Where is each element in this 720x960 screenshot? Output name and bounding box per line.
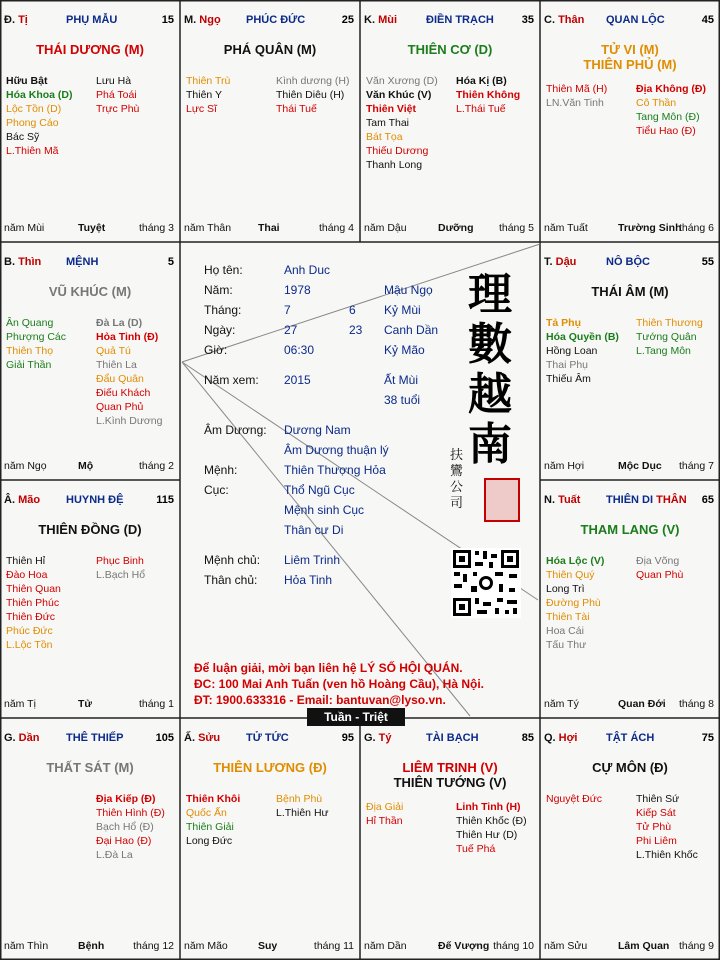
view-year-value: 2015 [284, 373, 311, 387]
minor-star: Thiên Khốc (Đ) [456, 815, 527, 827]
view-year-label: Năm xem: [204, 373, 259, 387]
palace-month: tháng 5 [498, 222, 534, 234]
palace-name: MỆNH [66, 256, 99, 268]
month-lunar: 6 [349, 303, 356, 317]
minor-star: Hoa Cái [546, 625, 584, 637]
minor-star: L.Tang Môn [636, 345, 691, 357]
minor-star: Lộc Tồn (D) [6, 103, 62, 115]
palace-footer [184, 940, 354, 954]
palace-cell-dau[interactable] [540, 242, 720, 480]
palace-month: tháng 12 [133, 940, 174, 952]
minor-star: Long Đức [186, 835, 233, 847]
minor-star: Thiên Diêu (H) [276, 89, 345, 101]
calligraphy-logo [468, 270, 512, 470]
palace-stage: Suy [258, 940, 278, 952]
contact-address: ĐC: 100 Mai Anh Tuấn (ven hồ Hoàng Cầu), Hà Nội. [194, 677, 485, 691]
palace-stage: Quan Đới [618, 698, 666, 710]
palace-footer [184, 222, 354, 236]
minor-star: Địa Võng [636, 555, 680, 567]
calligraphy-char: 南 [468, 419, 512, 470]
menh-value: Thiên Thượng Hỏa [284, 463, 386, 477]
name-label: Họ tên: [204, 263, 243, 277]
thanchu-value: Hỏa Tinh [284, 573, 333, 587]
palace-year: năm Mùi [4, 222, 45, 234]
palace-age: 45 [701, 14, 714, 26]
minor-star: Phi Liêm [636, 835, 677, 847]
main-star: THIÊN LƯƠNG (Đ) [213, 760, 327, 775]
palace-cell-mao[interactable] [0, 480, 180, 718]
palace-name: QUAN LỘC [606, 14, 665, 26]
minor-star: Thiên Hình (Đ) [96, 807, 165, 819]
palace-stage: Trường Sinh [618, 222, 682, 234]
palace-year: năm Ngọ [4, 460, 47, 472]
palace-name: TỬ TỨC [246, 732, 289, 744]
palace-month: tháng 4 [318, 222, 354, 234]
minor-star: Hồng Loan [546, 345, 598, 357]
calligraphy-char: 理 [468, 269, 512, 320]
minor-star: Quan Phù [636, 569, 684, 581]
minor-star: Lực Sĩ [186, 103, 217, 115]
palace-name: HUYNH ĐỆ [66, 494, 124, 506]
main-star: VŨ KHÚC (M) [48, 284, 132, 299]
qr-code[interactable] [451, 548, 521, 618]
minor-star: L.Bạch Hổ [96, 569, 146, 581]
minor-star: Thanh Long [366, 159, 423, 171]
palace-year: năm Tị [4, 698, 36, 710]
main-star: THAM LANG (V) [580, 522, 680, 537]
main-star: THIÊN ĐỒNG (D) [38, 522, 142, 537]
minor-star: Thiên Mã (H) [546, 83, 608, 95]
palace-cell-suu[interactable] [180, 718, 360, 960]
minor-star: Thiên Thọ [6, 345, 54, 357]
main-star: CỰ MÔN (Đ) [592, 760, 668, 775]
minor-star: Thiên Không [456, 89, 521, 101]
minor-star: Văn Khúc (V) [366, 89, 432, 101]
view-year-can: Ất Mùi [384, 373, 419, 387]
minor-star: Tấu Thư [546, 639, 587, 651]
minor-star: Đại Hao (Đ) [96, 835, 152, 847]
minor-star: Phúc Đức [6, 625, 53, 637]
palace-header [544, 732, 716, 746]
minor-star: Thiên Tài [546, 611, 590, 623]
main-star: THÁI DƯƠNG (M) [36, 42, 144, 57]
main-star: THIÊN TƯỚNG (V) [393, 775, 507, 790]
minor-star: Ân Quang [6, 317, 54, 329]
palace-cell-than[interactable] [540, 0, 720, 242]
minor-star: Lưu Hà [96, 75, 132, 87]
cuc-label: Cục: [204, 483, 229, 497]
palace-month: tháng 2 [138, 460, 174, 472]
minor-star: Tả Phụ [546, 317, 582, 329]
day-label: Ngày: [204, 323, 236, 337]
palace-cell-thin[interactable] [0, 242, 180, 480]
minor-stars-left [546, 316, 619, 386]
day-value: 27 [284, 323, 298, 337]
minor-star: Tam Thai [366, 117, 409, 129]
palace-stage: Dưỡng [438, 222, 474, 234]
minor-star: Đường Phù [546, 597, 601, 609]
minor-star: Giải Thần [6, 359, 52, 371]
palace-header [4, 14, 176, 28]
palace-age: 105 [155, 732, 174, 744]
minor-star: Nguyệt Đức [546, 793, 603, 805]
palace-header [544, 256, 716, 270]
palace-month: tháng 6 [678, 222, 714, 234]
minor-star: Trực Phù [96, 103, 140, 115]
minor-star: Thiên La [96, 359, 137, 371]
main-star: PHÁ QUÂN (M) [223, 42, 317, 57]
minor-star: Thiên Sứ [636, 793, 680, 805]
palace-month: tháng 8 [678, 698, 714, 710]
minor-star: Điếu Khách [96, 387, 151, 399]
palace-branch: T. Dậu [544, 256, 577, 268]
palace-age: 55 [701, 256, 714, 268]
minor-stars-right [96, 74, 139, 116]
calligraphy-char: 數 [468, 319, 512, 370]
main-star: LIÊM TRINH (V) [402, 760, 498, 775]
minor-stars-right [96, 316, 162, 428]
palace-header [184, 732, 356, 746]
palace-year: năm Sửu [544, 940, 588, 952]
main-star: THẤT SÁT (M) [46, 760, 134, 775]
menh-label: Mệnh: [204, 463, 238, 477]
cuc-note: Mệnh sinh Cục [284, 503, 365, 517]
menhchu-label: Mệnh chủ: [204, 553, 261, 567]
minor-star: Địa Kiếp (Đ) [96, 793, 156, 805]
palace-year: năm Tý [544, 698, 579, 710]
palace-stage: Mộ [78, 460, 94, 472]
minor-stars-left [366, 800, 403, 828]
minor-star: Đào Hoa [6, 569, 48, 581]
palace-year: năm Dậu [364, 222, 407, 234]
minor-star: Bạch Hổ (Đ) [96, 821, 154, 833]
palace-name: TÀI BẠCH [426, 732, 479, 744]
minor-star: LN.Văn Tinh [546, 97, 604, 109]
palace-footer [4, 698, 174, 712]
minor-stars-left [6, 316, 66, 372]
minor-stars-left [6, 74, 73, 158]
palace-age: 15 [161, 14, 174, 26]
minor-star: Cô Thần [636, 97, 677, 109]
palace-branch: K. Mùi [364, 14, 398, 26]
minor-star: Hóa Lộc (V) [546, 555, 605, 567]
minor-star: Thiên Việt [366, 103, 416, 115]
cuc-value: Thổ Ngũ Cục [284, 483, 355, 497]
palace-cell-ty[interactable] [360, 718, 540, 960]
name-value: Anh Duc [284, 263, 331, 277]
palace-stage: Mộc Dục [618, 460, 662, 472]
palace-branch: C. Thân [544, 14, 585, 26]
minor-stars-left [546, 792, 602, 806]
minor-star: Thiên Trù [186, 75, 231, 87]
palace-year: năm Hợi [544, 460, 585, 472]
minor-star: Tử Phù [636, 821, 672, 833]
minor-star: L.Thiên Hư [276, 807, 329, 819]
minor-star: Thiên Khôi [186, 793, 241, 805]
palace-name: THÊ THIẾP [66, 732, 124, 744]
hour-label: Giờ: [204, 343, 228, 357]
minor-stars-right [96, 554, 145, 582]
palace-cell-ngo[interactable] [180, 0, 360, 242]
palace-branch: Đ. Tị [4, 14, 28, 26]
minor-star: Quan Phủ [96, 401, 144, 413]
minor-stars-right [636, 82, 706, 138]
palace-age: 75 [701, 732, 714, 744]
minor-stars-right [276, 74, 349, 116]
palace-month: tháng 7 [678, 460, 714, 472]
palace-branch: G. Tý [364, 732, 392, 744]
palace-header [544, 494, 716, 508]
main-star: THÁI ÂM (M) [591, 284, 669, 299]
minor-star: Tiểu Hao (Đ) [636, 125, 696, 137]
year-value: 1978 [284, 283, 311, 297]
palace-age: 25 [341, 14, 354, 26]
minor-stars-right [636, 554, 683, 582]
minor-star: Thiên Hỉ [6, 555, 46, 567]
minor-star: Bệnh Phù [276, 793, 323, 805]
day-can: Canh Dần [384, 323, 439, 337]
minor-star: Bác Sỹ [6, 131, 40, 143]
palace-footer [4, 940, 174, 954]
palace-footer [364, 940, 534, 954]
minor-stars-left [546, 554, 604, 652]
minor-stars-left [6, 554, 61, 652]
palace-name: NÔ BỘC [606, 256, 650, 268]
day-lunar: 23 [349, 323, 363, 337]
minor-star: Hỉ Thần [366, 815, 403, 827]
main-star: THIÊN PHỦ (M) [583, 57, 677, 72]
palace-name: TẬT ÁCH [606, 732, 655, 744]
palace-name: PHỤ MẪU [66, 14, 118, 26]
calligraphy-char: 越 [468, 369, 512, 420]
tuan-triet-badge: Tuần - Triệt [307, 708, 405, 726]
palace-footer [4, 460, 174, 474]
minor-stars-left [186, 792, 240, 848]
minor-star: Thiên Giải [186, 821, 234, 833]
amduong-label: Âm Dương: [204, 423, 267, 437]
palace-header [364, 732, 536, 746]
palace-branch: Â. Mão [4, 494, 41, 506]
palace-stage: Tử [78, 698, 93, 710]
palace-footer [364, 222, 534, 236]
minor-star: Hóa Khoa (D) [6, 89, 73, 101]
palace-branch: Ấ. Sửu [184, 732, 221, 744]
month-value: 7 [284, 303, 291, 317]
minor-star: Hỏa Tinh (Đ) [96, 331, 159, 343]
palace-branch: B. Thìn [4, 256, 42, 268]
minor-star: Quốc Ấn [186, 807, 227, 819]
minor-star: Linh Tinh (H) [456, 801, 521, 813]
contact-line-1: Để luận giải, mời bạn liên hệ LÝ SỐ HỘI QUÁN. [194, 661, 463, 675]
palace-age: 115 [156, 494, 174, 506]
minor-star: Phượng Các [6, 331, 67, 343]
minor-star: Đẩu Quân [96, 373, 144, 385]
palace-cell-ti[interactable] [0, 0, 180, 242]
palace-branch: G. Dần [4, 732, 40, 744]
hour-can: Kỷ Mão [384, 343, 425, 357]
palace-cell-tuat[interactable] [540, 480, 720, 718]
year-can: Mậu Ngọ [384, 283, 433, 297]
minor-star: Kiếp Sát [636, 807, 676, 819]
palace-year: năm Thân [184, 222, 232, 234]
age-value: 38 tuổi [384, 393, 421, 407]
minor-star: Thiên Y [186, 89, 222, 101]
minor-star: Địa Không (Đ) [636, 83, 706, 95]
minor-star: Thiếu Dương [366, 145, 429, 157]
than-marker: THÂN [656, 494, 687, 506]
month-label: Tháng: [204, 303, 242, 317]
minor-star: Đà La (D) [96, 317, 143, 329]
palace-month: tháng 1 [138, 698, 174, 710]
palace-branch: Q. Hợi [544, 732, 578, 744]
minor-star: Thiên Quý [546, 569, 595, 581]
palace-stage: Thai [258, 222, 280, 234]
palace-footer [544, 940, 714, 954]
year-label: Năm: [204, 283, 233, 297]
minor-stars-left [546, 82, 607, 110]
palace-stage: Tuyệt [78, 222, 106, 234]
minor-star: L.Kình Dương [96, 415, 163, 427]
palace-header [364, 14, 536, 28]
minor-star: Thiên Phúc [6, 597, 60, 609]
thanchu-label: Thân chủ: [204, 573, 258, 587]
minor-stars-right [636, 792, 698, 862]
palace-header [4, 494, 176, 508]
minor-star: Phong Cáo [6, 117, 59, 129]
minor-stars-left [186, 74, 230, 116]
minor-star: Hóa Kị (B) [456, 75, 507, 87]
main-star: TỬ VI (M) [601, 42, 659, 57]
palace-branch: M. Ngọ [184, 14, 221, 26]
minor-star: Thai Phụ [546, 359, 589, 371]
minor-stars-right [276, 792, 329, 820]
minor-star: Thiếu Âm [546, 373, 591, 385]
palace-stage: Đế Vượng [438, 940, 490, 952]
palace-year: năm Tuất [544, 222, 588, 234]
palace-branch: N. Tuất [544, 494, 581, 506]
minor-star: Phục Binh [96, 555, 144, 567]
minor-star: Long Trì [546, 583, 585, 595]
palace-header [4, 256, 176, 270]
minor-stars-left [366, 74, 438, 172]
contact-phone-email[interactable]: ĐT: 1900.633316 - Email: bantuvan@lyso.vn. [194, 693, 446, 707]
seal-text: 扶 鸞 公 司 [450, 448, 464, 511]
palace-month: tháng 3 [138, 222, 174, 234]
than-cu: Thân cư Di [284, 523, 344, 537]
palace-month: tháng 11 [313, 940, 354, 952]
palace-footer [544, 460, 714, 474]
palace-header [184, 14, 356, 28]
minor-star: Thiên Đức [6, 611, 56, 623]
palace-footer [544, 698, 714, 712]
palace-age: 85 [521, 732, 534, 744]
minor-stars-right [456, 800, 527, 856]
palace-header [544, 14, 716, 28]
minor-star: Phá Toái [96, 89, 137, 101]
palace-age: 35 [521, 14, 534, 26]
minor-star: L.Thiên Mã [6, 145, 59, 157]
minor-star: Văn Xương (D) [366, 75, 438, 87]
menhchu-value: Liêm Trinh [284, 553, 341, 567]
palace-cell-mui[interactable] [360, 0, 540, 242]
minor-star: L.Thiên Khốc [636, 849, 698, 861]
palace-name: THIÊN DI THÂN [606, 494, 687, 506]
palace-age: 5 [167, 256, 174, 268]
palace-year: năm Mão [184, 940, 228, 952]
palace-footer [544, 222, 714, 236]
palace-footer [4, 222, 174, 236]
palace-age: 65 [701, 494, 714, 506]
minor-star: Thiên Hư (D) [456, 829, 518, 841]
minor-star: Hữu Bật [6, 75, 48, 87]
minor-star: Tướng Quân [636, 331, 697, 343]
palace-name: PHÚC ĐỨC [246, 14, 306, 26]
minor-stars-right [96, 792, 165, 862]
minor-star: Địa Giải [366, 801, 404, 813]
palace-year: năm Dần [364, 940, 407, 952]
palace-stage: Bệnh [78, 940, 105, 952]
minor-stars-right [456, 74, 520, 116]
main-star: THIÊN CƠ (D) [407, 42, 493, 57]
amduong-value: Dương Nam [284, 423, 351, 437]
minor-star: Hóa Quyền (B) [546, 331, 619, 343]
minor-star: Thái Tuế [276, 103, 317, 115]
palace-month: tháng 9 [678, 940, 714, 952]
hour-value: 06:30 [284, 343, 315, 357]
minor-star: Tuế Phá [456, 843, 496, 855]
palace-header [4, 732, 176, 746]
palace-name: ĐIỀN TRẠCH [426, 14, 494, 26]
palace-stage: Lâm Quan [618, 940, 670, 952]
palace-cell-dan[interactable] [0, 718, 180, 960]
palace-year: năm Thìn [4, 940, 49, 952]
minor-stars-right [636, 316, 703, 358]
month-can: Kỷ Mùi [384, 303, 421, 317]
minor-star: L.Thái Tuế [456, 103, 506, 115]
red-seal [484, 478, 520, 522]
minor-star: L.Lộc Tồn [6, 639, 53, 651]
amduong-note: Âm Dương thuận lý [284, 443, 389, 457]
palace-cell-hoi[interactable] [540, 718, 720, 960]
minor-star: Bát Tọa [366, 131, 403, 143]
minor-star: Thiên Thương [636, 317, 703, 329]
minor-star: Quả Tú [96, 345, 131, 357]
minor-star: Tang Môn (Đ) [636, 111, 700, 123]
minor-star: Kình dương (H) [276, 75, 350, 87]
minor-star: Thiên Quan [6, 583, 61, 595]
palace-month: tháng 10 [493, 940, 534, 952]
palace-age: 95 [341, 732, 354, 744]
minor-star: L.Đà La [96, 849, 133, 861]
